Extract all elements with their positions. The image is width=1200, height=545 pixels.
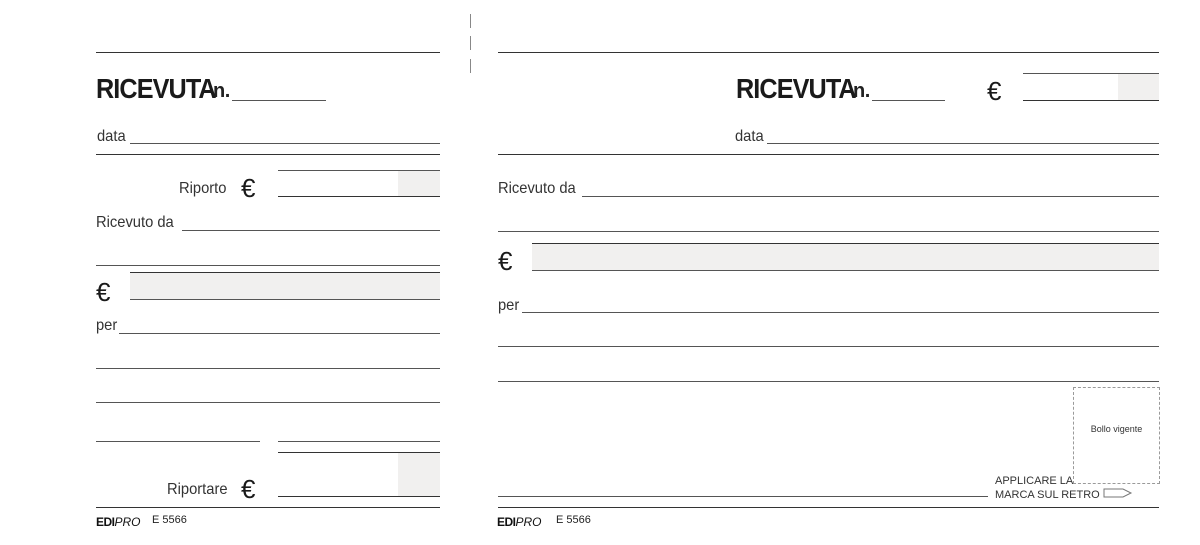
- perforation-mark: [470, 36, 471, 50]
- stub-bottom-rule: [96, 507, 440, 508]
- stub-brand-bold: EDI: [96, 515, 115, 529]
- stub-purpose-label: per: [96, 317, 118, 334]
- receipt-brand-logo: [497, 513, 542, 531]
- receipt-header-amount-field[interactable]: [1023, 100, 1159, 101]
- receipt-received-from-label: Ricevuto da: [498, 180, 576, 197]
- receipt-number-label: n.: [853, 80, 870, 102]
- stub-brand-logo: [96, 513, 141, 531]
- stub-received-from-label: Ricevuto da: [96, 214, 174, 231]
- stub-carried-euro-icon: €: [241, 173, 256, 203]
- stamp-note-line1: APPLICARE LA: [995, 475, 1074, 487]
- stub-euro-icon: €: [96, 277, 111, 307]
- receipt-top-rule: [498, 52, 1159, 53]
- stub-date-rule: [96, 154, 440, 155]
- receipt-purpose-field[interactable]: [522, 312, 1159, 313]
- stub-form-code: E 5566: [152, 514, 187, 526]
- receipt-received-from-line2[interactable]: [498, 231, 1159, 232]
- stub-carried-cents-box: [398, 171, 440, 196]
- receipt-purpose-line2[interactable]: [498, 346, 1159, 347]
- stub-brand-italic: PRO: [114, 515, 141, 529]
- arrow-right-icon: [1103, 487, 1133, 499]
- stub-carried-amount-field[interactable]: [278, 196, 440, 197]
- receipt-brand-bold: EDI: [497, 515, 516, 529]
- receipt-date-rule: [498, 154, 1159, 155]
- stub-to-carry-label: Riportare: [167, 481, 228, 498]
- stub-purpose-line3[interactable]: [96, 402, 440, 403]
- receipt-form-code: E 5566: [556, 514, 591, 526]
- receipt-received-from-field[interactable]: [582, 196, 1159, 197]
- stub-top-rule: [96, 52, 440, 53]
- revenue-stamp-box: [1073, 387, 1160, 484]
- receipt-purpose-label: per: [498, 297, 520, 314]
- stub-number-field[interactable]: [232, 100, 326, 101]
- stub-signature-line[interactable]: [96, 441, 260, 442]
- stub-received-from-field[interactable]: [182, 230, 440, 231]
- receipt-euro-icon: €: [498, 246, 513, 276]
- stamp-note-line2: MARCA SUL RETRO: [995, 489, 1100, 501]
- stub-date-label: data: [97, 128, 126, 145]
- stub-date-field[interactable]: [130, 143, 440, 144]
- receipt-date-field[interactable]: [767, 143, 1159, 144]
- stub-purpose-field[interactable]: [119, 333, 440, 334]
- stub-title: RICEVUTA: [96, 73, 216, 104]
- receipt-number-field[interactable]: [872, 100, 945, 101]
- receipt-title: RICEVUTA: [736, 73, 856, 104]
- receipt-purpose-line3[interactable]: [498, 381, 1159, 382]
- receipt-amount-field[interactable]: [532, 244, 1159, 270]
- receipt-header-cents-box: [1118, 74, 1159, 100]
- receipt-signature-line[interactable]: [498, 496, 988, 497]
- receipt-brand-italic: PRO: [515, 515, 542, 529]
- perforation-mark: [470, 14, 471, 28]
- stub-number-label: n.: [213, 80, 230, 102]
- receipt-amount-bottom-rule: [532, 270, 1159, 271]
- revenue-stamp-label: Bollo vigente: [1090, 424, 1143, 434]
- stub-purpose-line2[interactable]: [96, 368, 440, 369]
- stub-to-carry-amount-field[interactable]: [278, 496, 440, 497]
- receipt-date-label: data: [735, 128, 764, 145]
- receipt-header-euro-icon: €: [987, 76, 1002, 106]
- stub-received-from-line2[interactable]: [96, 265, 440, 266]
- stub-to-carry-euro-icon: €: [241, 474, 256, 504]
- stub-to-carry-cents-box: [398, 453, 440, 496]
- perforation-mark: [470, 59, 471, 73]
- stub-carried-label: Riporto: [179, 180, 227, 197]
- receipt-bottom-rule: [498, 507, 1159, 508]
- stub-total-line[interactable]: [278, 441, 440, 442]
- stub-amount-field[interactable]: [130, 273, 440, 299]
- stub-amount-bottom-rule: [130, 299, 440, 300]
